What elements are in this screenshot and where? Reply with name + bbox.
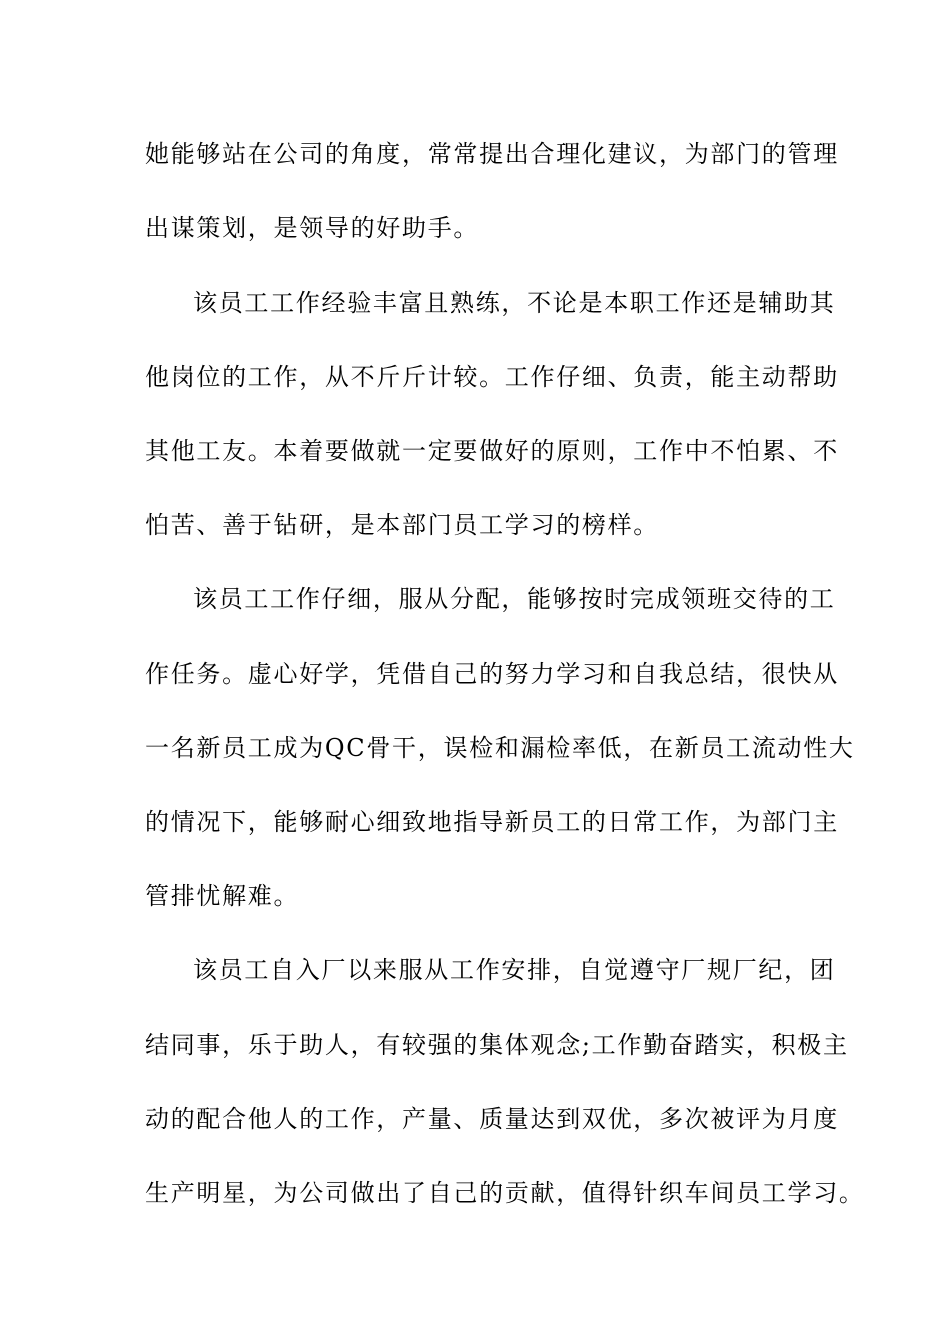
text-line: 一名新员工成为QC骨干，误检和漏检率低，在新员工流动性大 (145, 734, 855, 762)
text-line: 生产明星，为公司做出了自己的贡献，值得针织车间员工学习。 (145, 1179, 865, 1207)
text-line: 他岗位的工作，从不斤斤计较。工作仔细、负责，能主动帮助 (145, 363, 839, 391)
text-line: 的情况下，能够耐心细致地指导新员工的日常工作，为部门主 (145, 808, 839, 836)
paragraph-start-line: 该员工自入厂以来服从工作安排，自觉遵守厂规厂纪，团 (193, 956, 836, 984)
text-line: 结同事，乐于助人，有较强的集体观念;工作勤奋踏实，积极主 (145, 1031, 849, 1059)
text-line: 管排忧解难。 (145, 882, 300, 910)
text-line: 怕苦、善于钻研，是本部门员工学习的榜样。 (145, 511, 659, 539)
text-line: 她能够站在公司的角度，常常提出合理化建议，为部门的管理 (145, 140, 839, 168)
text-line: 作任务。虚心好学，凭借自己的努力学习和自我总结，很快从 (145, 660, 839, 688)
text-line: 其他工友。本着要做就一定要做好的原则，工作中不怕累、不 (145, 437, 839, 465)
paragraph-start-line: 该员工工作经验丰富且熟练，不论是本职工作还是辅助其 (193, 289, 836, 317)
text-line: 动的配合他人的工作，产量、质量达到双优，多次被评为月度 (145, 1105, 839, 1133)
paragraph-start-line: 该员工工作仔细，服从分配，能够按时完成领班交待的工 (193, 585, 836, 613)
text-line: 出谋策划，是领导的好助手。 (145, 214, 480, 242)
